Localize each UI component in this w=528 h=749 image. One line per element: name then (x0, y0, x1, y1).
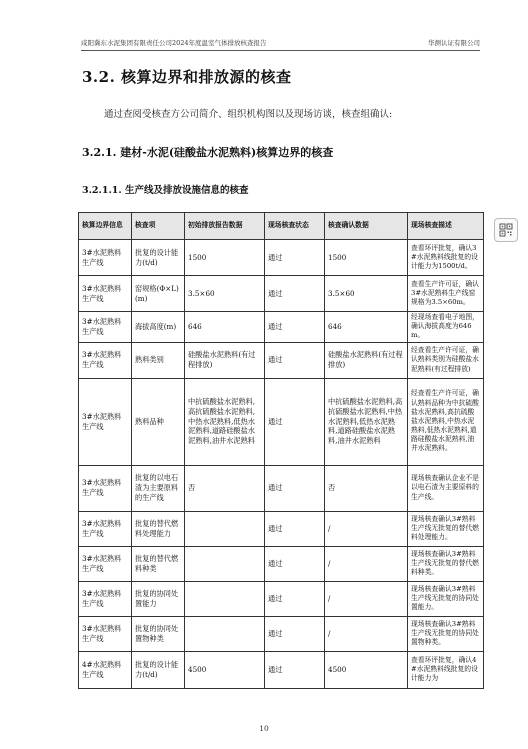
table-cell (185, 546, 265, 581)
table-cell: 批复的设计能力(t/d) (132, 651, 185, 688)
qr-code-glyph (499, 223, 513, 237)
table-cell: 经查看生产许可证，确认熟料类别为硅酸盐水泥熟料(有过程排放) (408, 342, 484, 378)
col-header: 现场核查描述 (408, 213, 484, 240)
table-cell: 查看环评批复，确认3#水泥熟料线批复的设计能力为1500t/d。 (408, 240, 484, 276)
subsection-title: 3.2.1. 建材-水泥(硅酸盐水泥熟料)核算边界的核查 (82, 146, 334, 159)
table-cell: / (325, 546, 408, 581)
table-cell: 3#水泥熟料生产线 (79, 511, 132, 546)
table-cell: 4500 (185, 651, 265, 688)
page-number: 10 (259, 724, 269, 733)
table-cell: 批复的替代燃料处理能力 (132, 511, 185, 546)
table-cell: 4500 (325, 651, 408, 688)
header-right-text: 华测认证有限公司 (428, 39, 480, 47)
table-row (79, 240, 484, 276)
col-header: 核算边界信息 (79, 213, 132, 240)
table-cell: 通过 (265, 240, 325, 276)
table-row (79, 465, 484, 511)
table-cell: 经查看生产许可证，确认熟料品种为中抗硫酸盐水泥熟料,高抗硫酸盐水泥熟料,中热水泥熟料,低热水泥熟料,道路硅酸盐水泥熟料,油井水泥熟料。 (408, 378, 484, 465)
table-cell: 3#水泥熟料生产线 (79, 465, 132, 511)
table-cell: 熟料类别 (132, 342, 185, 378)
col-header: 现场核查状态 (265, 213, 325, 240)
table-cell: 查看环评批复，确认4#水泥熟料线批复的设计能力为 (408, 651, 484, 688)
table-cell: 通过 (265, 378, 325, 465)
table-cell: 否 (185, 465, 265, 511)
table-cell: 3#水泥熟料生产线 (79, 240, 132, 276)
header-left-text: 咸阳冀东水泥集团有限责任公司2024年度温室气体排放核查报告 (81, 39, 267, 47)
table-cell: 现场核查确认3#熟料生产线无批复的协同处置物种类。 (408, 616, 484, 651)
section-title: 3.2. 核算边界和排放源的核查 (82, 68, 292, 86)
table-cell: 硅酸盐水泥熟料(有过程排放) (325, 342, 408, 378)
table-cell: 现场核查确认3#熟料生产线无批复的替代燃料种类。 (408, 546, 484, 581)
table-cell (185, 616, 265, 651)
table-cell: 3#水泥熟料生产线 (79, 378, 132, 465)
table-cell: 经现场查看电子地图，确认海拔高度为646m。 (408, 312, 484, 343)
table-cell: 通过 (265, 581, 325, 616)
table-cell: 3#水泥熟料生产线 (79, 581, 132, 616)
table-cell (185, 581, 265, 616)
table-cell: 批复的协同处置物种类 (132, 616, 185, 651)
production-line-table (78, 212, 484, 689)
table-row (79, 581, 484, 616)
table-cell: 1500 (185, 240, 265, 276)
table-cell: 查看生产许可证，确认3#水泥熟料生产线窑规格为3.5×60m。 (408, 276, 484, 312)
table-cell: 现场核查确认3#熟料生产线无批复的替代燃料处理能力。 (408, 511, 484, 546)
table-cell: 3#水泥熟料生产线 (79, 616, 132, 651)
table-cell: 3#水泥熟料生产线 (79, 276, 132, 312)
table-cell: 646 (185, 312, 265, 343)
table-row (79, 312, 484, 343)
col-header: 核查确认数据 (325, 213, 408, 240)
table-cell: 海拔高度(m) (132, 312, 185, 343)
table-row (79, 651, 484, 688)
table-row (79, 546, 484, 581)
table-cell: 通过 (265, 651, 325, 688)
table-cell: 通过 (265, 465, 325, 511)
table-cell: / (325, 511, 408, 546)
table-row (79, 616, 484, 651)
table-cell: 通过 (265, 546, 325, 581)
table-cell: 3.5×60 (325, 276, 408, 312)
table-cell: 批复的设计能力(t/d) (132, 240, 185, 276)
col-header: 核查项 (132, 213, 185, 240)
table-cell: 通过 (265, 616, 325, 651)
table-cell: 通过 (265, 342, 325, 378)
table-cell: 否 (325, 465, 408, 511)
table-cell: 中抗硫酸盐水泥熟料,高抗硫酸盐水泥熟料,中热水泥熟料,低热水泥熟料,道路硅酸盐水泥熟料,油井水泥熟料 (325, 378, 408, 465)
table-cell: 批复的替代燃料种类 (132, 546, 185, 581)
table-cell: 中抗硫酸盐水泥熟料,高抗硫酸盐水泥熟料,中热水泥熟料,低热水泥熟料,道路硅酸盐水泥熟料,油井水泥熟料 (185, 378, 265, 465)
table-cell: / (325, 581, 408, 616)
table-cell: 现场核查确认3#熟料生产线无批复的协同处置能力。 (408, 581, 484, 616)
table-cell: 3#水泥熟料生产线 (79, 342, 132, 378)
table-cell: 通过 (265, 312, 325, 343)
col-header: 初始排放报告数据 (185, 213, 265, 240)
table-cell (185, 511, 265, 546)
table-cell: 3#水泥熟料生产线 (79, 546, 132, 581)
table-cell: 通过 (265, 511, 325, 546)
table-cell: 硅酸盐水泥熟料(有过程排放) (185, 342, 265, 378)
table-cell: 1500 (325, 240, 408, 276)
table-row (79, 378, 484, 465)
page-header (81, 38, 480, 51)
table-row (79, 511, 484, 546)
table-cell: 批复的协同处置能力 (132, 581, 185, 616)
qr-code-icon[interactable] (494, 218, 518, 242)
table-header-row (79, 213, 484, 240)
table-cell: 646 (325, 312, 408, 343)
table-cell: / (325, 616, 408, 651)
table-cell: 3#水泥熟料生产线 (79, 312, 132, 343)
table-cell: 窑规格(Φ×L)(m) (132, 276, 185, 312)
table-cell: 熟料品种 (132, 378, 185, 465)
subsubsection-title: 3.2.1.1. 生产线及排放设施信息的核查 (82, 185, 249, 196)
intro-paragraph: 通过查阅受核查方公司简介、组织机构图以及现场访谈，核查组确认: (104, 109, 393, 120)
table-row (79, 276, 484, 312)
table-cell: 现场核查确认企业不是以电石渣为主要原料的生产线。 (408, 465, 484, 511)
table-cell: 批复的以电石渣为主要原料的生产线 (132, 465, 185, 511)
table-cell: 4#水泥熟料生产线 (79, 651, 132, 688)
table-cell: 3.5×60 (185, 276, 265, 312)
table-row (79, 342, 484, 378)
table-cell: 通过 (265, 276, 325, 312)
